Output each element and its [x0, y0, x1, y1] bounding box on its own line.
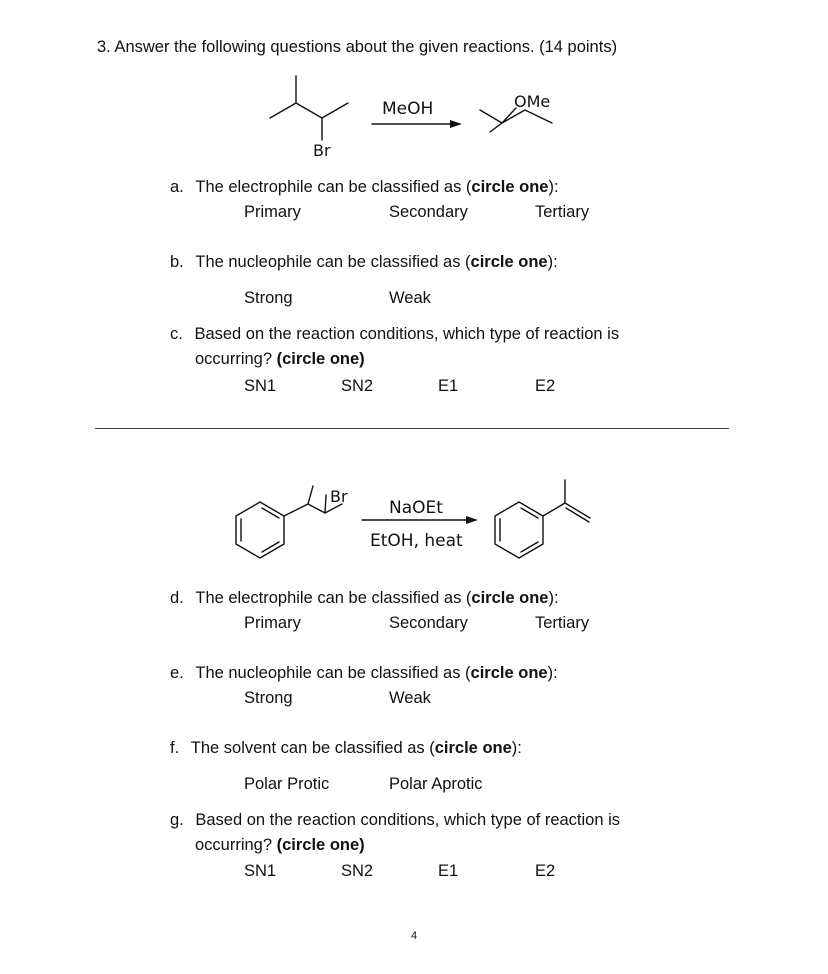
question-c-letter: c. — [170, 325, 183, 343]
reactant-2-bromine-label: Br — [330, 487, 348, 506]
reactant-1-bromine-label: Br — [313, 141, 331, 160]
question-f — [170, 739, 522, 758]
option-f-polar-protic[interactable]: Polar Protic — [244, 775, 330, 793]
page-number: 4 — [411, 930, 418, 942]
question-e-letter: e. — [170, 664, 184, 682]
option-g-sn2[interactable]: SN2 — [341, 862, 374, 880]
option-a-primary[interactable]: Primary — [244, 203, 301, 221]
question-e-suffix: ): — [547, 664, 558, 682]
section-divider — [95, 428, 729, 429]
question-b-suffix: ): — [547, 253, 558, 271]
option-b-weak[interactable]: Weak — [389, 289, 431, 307]
question-title: 3. Answer the following questions about the given reactions. (14 points) — [97, 38, 618, 56]
question-f-circle-one: circle one — [434, 739, 512, 757]
question-b-circle-one: circle one — [470, 253, 548, 271]
option-b-strong[interactable]: Strong — [244, 289, 293, 307]
reactant-1-structure — [270, 76, 348, 140]
question-d-suffix: ): — [548, 589, 559, 607]
option-c-e2[interactable]: E2 — [535, 377, 556, 395]
question-b — [170, 253, 558, 272]
reagent-2-bottom-label: EtOH, heat — [370, 531, 463, 551]
question-c-text: Based on the reaction conditions, which type of reaction is — [194, 325, 620, 343]
question-e — [170, 664, 558, 683]
option-g-sn1[interactable]: SN1 — [244, 862, 277, 880]
question-g-text: Based on the reaction conditions, which type of reaction is — [195, 811, 621, 829]
product-1-ome-label: OMe — [514, 92, 551, 111]
option-c-e1[interactable]: E1 — [438, 377, 459, 395]
question-c-circle-one: (circle one) — [276, 350, 365, 368]
question-g-text-2: occurring? — [195, 836, 277, 854]
question-d-letter: d. — [170, 589, 184, 607]
question-e-circle-one: circle one — [470, 664, 548, 682]
question-d-text: The electrophile can be classified as ( — [195, 589, 472, 607]
question-c-text-2: occurring? — [195, 350, 277, 368]
question-a-circle-one: circle one — [471, 178, 549, 196]
question-a-suffix: ): — [548, 178, 559, 196]
product-2-structure — [495, 480, 590, 558]
question-f-suffix: ): — [511, 739, 522, 757]
question-a-letter: a. — [170, 178, 184, 196]
reactant-2-structure — [236, 486, 342, 558]
question-g-letter: g. — [170, 811, 184, 829]
question-b-text: The nucleophile can be classified as ( — [195, 253, 471, 271]
reagent-2-top-label: NaOEt — [389, 498, 443, 518]
option-e-strong[interactable]: Strong — [244, 689, 293, 707]
question-d-circle-one: circle one — [471, 589, 549, 607]
option-e-weak[interactable]: Weak — [389, 689, 431, 707]
option-a-tertiary[interactable]: Tertiary — [535, 203, 590, 221]
option-c-sn1[interactable]: SN1 — [244, 377, 277, 395]
option-g-e2[interactable]: E2 — [535, 862, 556, 880]
question-c-line1 — [170, 325, 619, 344]
question-f-text: The solvent can be classified as ( — [190, 739, 435, 757]
option-a-secondary[interactable]: Secondary — [389, 203, 468, 221]
question-c-line2 — [195, 350, 365, 369]
option-d-secondary[interactable]: Secondary — [389, 614, 468, 632]
question-a-text: The electrophile can be classified as ( — [195, 178, 472, 196]
option-d-primary[interactable]: Primary — [244, 614, 301, 632]
question-d — [170, 589, 559, 608]
product-1-structure — [480, 108, 552, 132]
option-d-tertiary[interactable]: Tertiary — [535, 614, 590, 632]
option-g-e1[interactable]: E1 — [438, 862, 459, 880]
option-c-sn2[interactable]: SN2 — [341, 377, 374, 395]
question-b-letter: b. — [170, 253, 184, 271]
question-e-text: The nucleophile can be classified as ( — [195, 664, 471, 682]
reaction-arrow-1 — [372, 120, 462, 128]
question-a — [170, 178, 559, 197]
question-f-letter: f. — [170, 739, 180, 757]
question-g-circle-one: (circle one) — [276, 836, 365, 854]
question-g-line2 — [195, 836, 365, 855]
question-g-line1 — [170, 811, 620, 830]
option-f-polar-aprotic[interactable]: Polar Aprotic — [389, 775, 483, 793]
reagent-1-label: MeOH — [382, 99, 434, 119]
